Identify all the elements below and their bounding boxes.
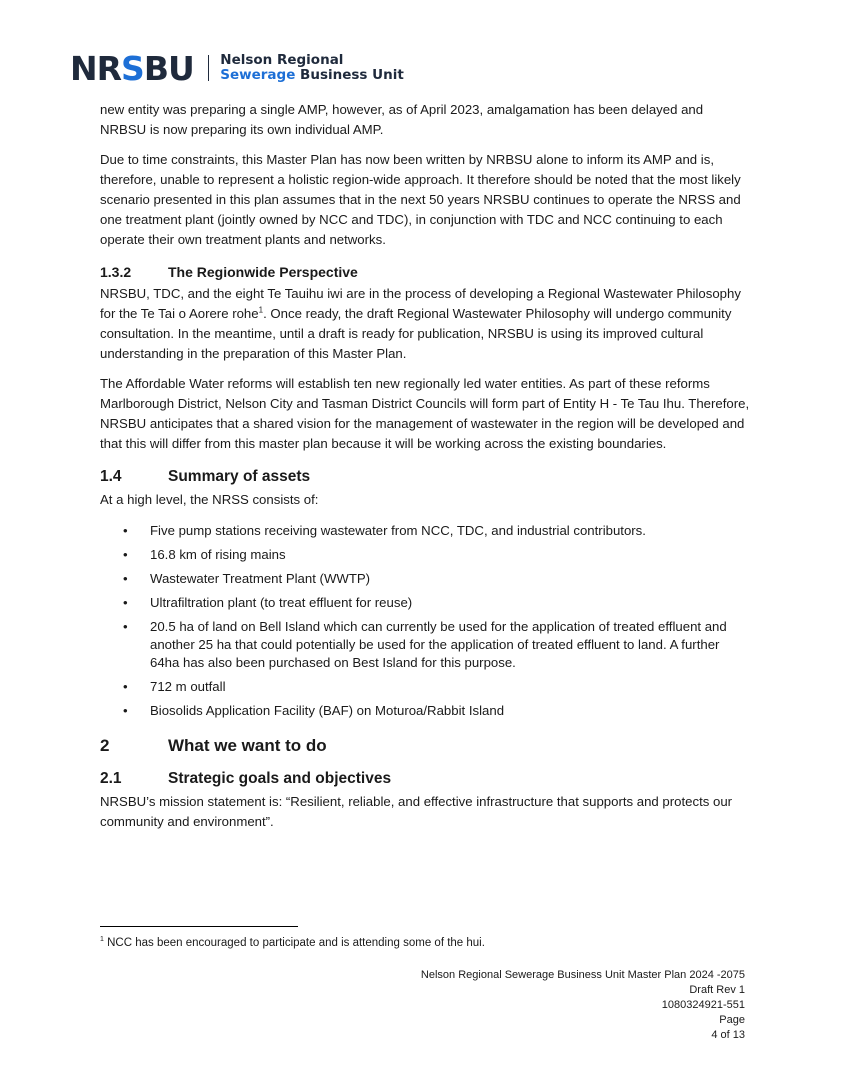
- paragraph-amp: new entity was preparing a single AMP, however, as of April 2023, amalgamation has been delayed and NRBSU is now preparing its own individual AMP.: [100, 102, 704, 137]
- footer-revision: Draft Rev 1: [689, 984, 745, 996]
- heading-title: Strategic goals and objectives: [168, 770, 392, 787]
- heading-title: Summary of assets: [168, 468, 311, 485]
- logo-line2: Sewerage Business Unit: [220, 67, 404, 83]
- assets-list: [100, 522, 750, 720]
- paragraph-regional-philosophy: NRSBU, TDC, and the eight Te Tauihu iwi are in the process of developing a Regional Wastewater Philosophy for the Te Tai o Aorere rohe$^1$. Once ready, the draft Regional Wastewater Philosophy will undergo community consultation. In the meantime, until a draft is ready for publication, NRSBU is using its improved cultural understanding in the preparation of this Master Plan.: [100, 286, 741, 361]
- heading-2-1: [100, 770, 750, 788]
- logo-text: [220, 53, 404, 83]
- heading-number: 1.3.2: [100, 264, 132, 280]
- paragraph-mission: NRSBU’s mission statement is: “Resilient, reliable, and effective infrastructure that supports and protects our community and environment”.: [100, 794, 733, 829]
- heading-2: [100, 736, 750, 756]
- heading-1-3-2: [100, 264, 750, 280]
- list-item: • 712 m outfall: [123, 679, 226, 694]
- paragraph-assets-intro: At a high level, the NRSS consists of:: [100, 492, 319, 507]
- list-item: • Biosolids Application Facility (BAF) on Moturoa/Rabbit Island: [123, 703, 505, 718]
- footnote: $^1$ NCC has been encouraged to participate and is attending some of the hui.: [100, 936, 485, 949]
- list-item: • Five pump stations receiving wastewater from NCC, TDC, and industrial contributors.: [123, 523, 646, 538]
- footer-page-label: Page: [719, 1014, 745, 1026]
- heading-1-4: [100, 468, 750, 486]
- footnote-ref[interactable]: 1: [258, 305, 264, 315]
- footnote-marker: 1: [100, 936, 104, 944]
- list-item: • Wastewater Treatment Plant (WWTP): [123, 571, 371, 586]
- logo-divider: [208, 55, 210, 81]
- logo-line1: Nelson Regional: [220, 52, 344, 68]
- paragraph-time-constraints: Due to time constraints, this Master Plan has now been written by NRBSU alone to inform its AMP and is, therefore, unable to represent a holistic region-wide approach. It therefore should be noted that the most likely scenario presented in this plan assumes that in the next 50 years NRSBU continues to operate the NRSS and one treatment plant (jointly owned by NCC and TDC), in conjunction with TDC and NCC continuing to each operate their own treatment plants and networks.: [100, 152, 741, 247]
- footnote-divider: [100, 926, 298, 927]
- page-footer: [421, 968, 745, 1043]
- document-body: [100, 100, 750, 842]
- list-item: • 16.8 km of rising mains: [123, 547, 286, 562]
- heading-number: 1.4: [100, 468, 122, 485]
- paragraph-affordable-water: The Affordable Water reforms will establish ten new regionally led water entities. As part of these reforms Marlborough District, Nelson City and Tasman District Councils will form part of Entity H - Te Tau Ihu. Therefore, NRSBU anticipates that a shared vision for the management of wastewater in the region will be developed and that this will differ from this master plan because it will be working across the existing boundaries.: [100, 376, 750, 451]
- footer-page-number: 4 of 13: [711, 1029, 745, 1041]
- nrsbu-logo: [70, 50, 404, 86]
- list-item: • 20.5 ha of land on Bell Island which can currently be used for the application of treated effluent and another 25 ha that could potentially be used for the application of treated effluent to land. A further 64ha has also been purchased on Best Island for this purpose.: [123, 619, 727, 670]
- list-item: • Ultrafiltration plant (to treat effluent for reuse): [123, 595, 413, 610]
- heading-number: 2.1: [100, 770, 122, 787]
- footer-title: Nelson Regional Sewerage Business Unit Master Plan 2024 -2075: [420, 969, 745, 981]
- heading-title: The Regionwide Perspective: [168, 264, 358, 280]
- heading-title: What we want to do: [168, 736, 327, 755]
- logo-mark: NRSBU: [70, 48, 194, 88]
- footer-doc-id: 1080324921-551: [661, 999, 745, 1011]
- heading-number: 2: [100, 736, 110, 755]
